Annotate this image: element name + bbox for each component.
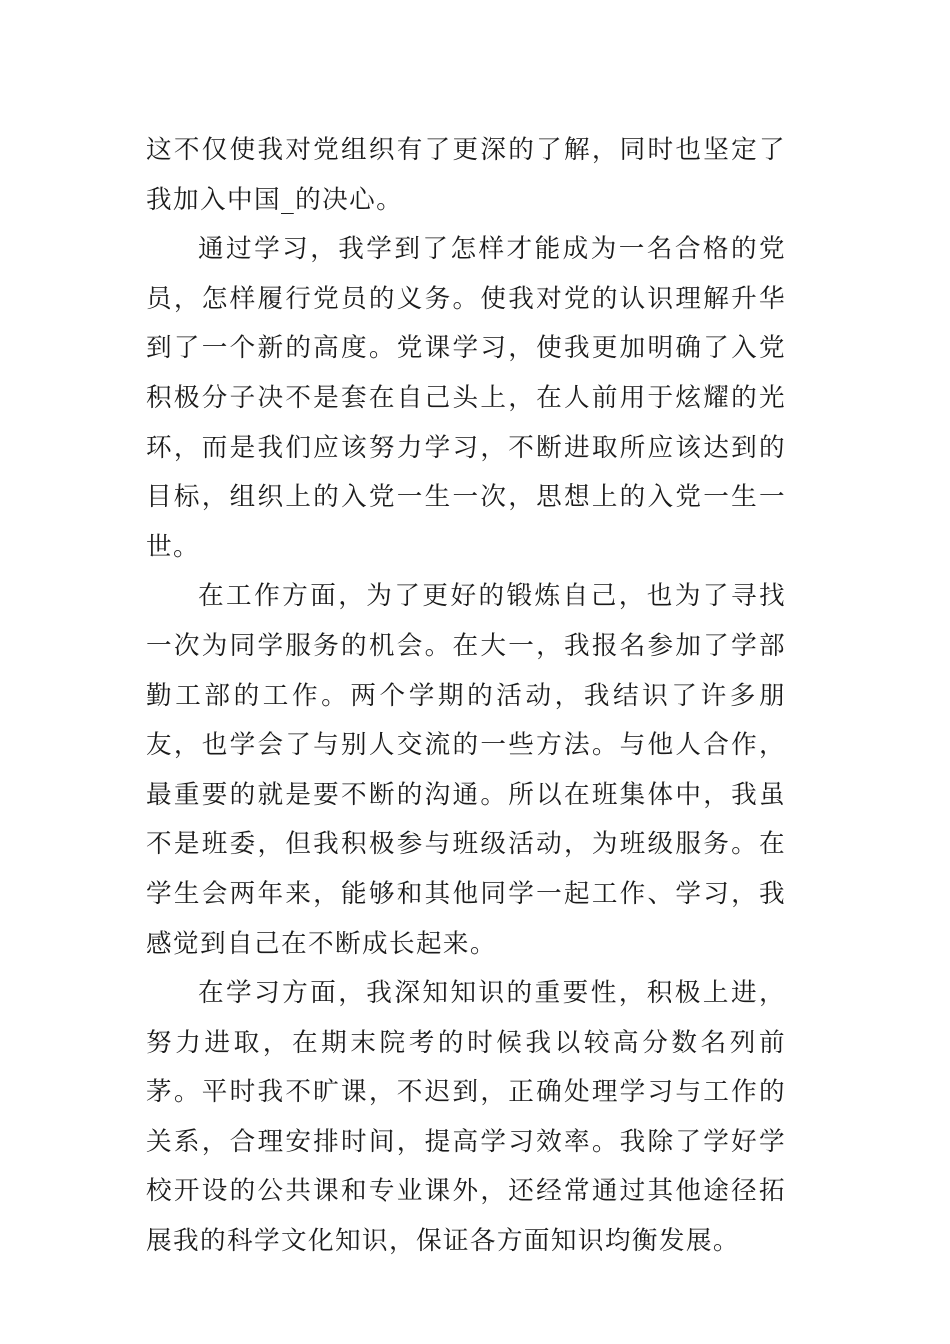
document-body bbox=[146, 126, 786, 1267]
paragraph-1: 这不仅使我对党组织有了更深的了解，同时也坚定了我加入中国_的决心。 bbox=[146, 135, 786, 215]
paragraph-2: 通过学习，我学到了怎样才能成为一名合格的党员，怎样履行党员的义务。使我对党的认识理解升华到了一个新的高度。党课学习，使我更加明确了入党积极分子决不是套在自己头上，在人前用于炫耀的光环，而是我们应该努力学习，不断进取所应该达到的目标，组织上的入党一生一次，思想上的入党一生一世。 bbox=[146, 234, 786, 562]
paragraph-4: 在学习方面，我深知知识的重要性，积极上进，努力进取，在期末院考的时候我以较高分数名列前茅。平时我不旷课，不迟到，正确处理学习与工作的关系，合理安排时间，提高学习效率。我除了学好学校开设的公共课和专业课外，还经常通过其他途径拓展我的科学文化知识，保证各方面知识均衡发展。 bbox=[146, 978, 786, 1257]
paragraph-3: 在工作方面，为了更好的锻炼自己，也为了寻找一次为同学服务的机会。在大一，我报名参加了学部勤工部的工作。两个学期的活动，我结识了许多朋友，也学会了与别人交流的一些方法。与他人合作，最重要的就是要不断的沟通。所以在班集体中，我虽不是班委，但我积极参与班级活动，为班级服务。在学生会两年来，能够和其他同学一起工作、学习，我感觉到自己在不断成长起来。 bbox=[146, 581, 786, 959]
